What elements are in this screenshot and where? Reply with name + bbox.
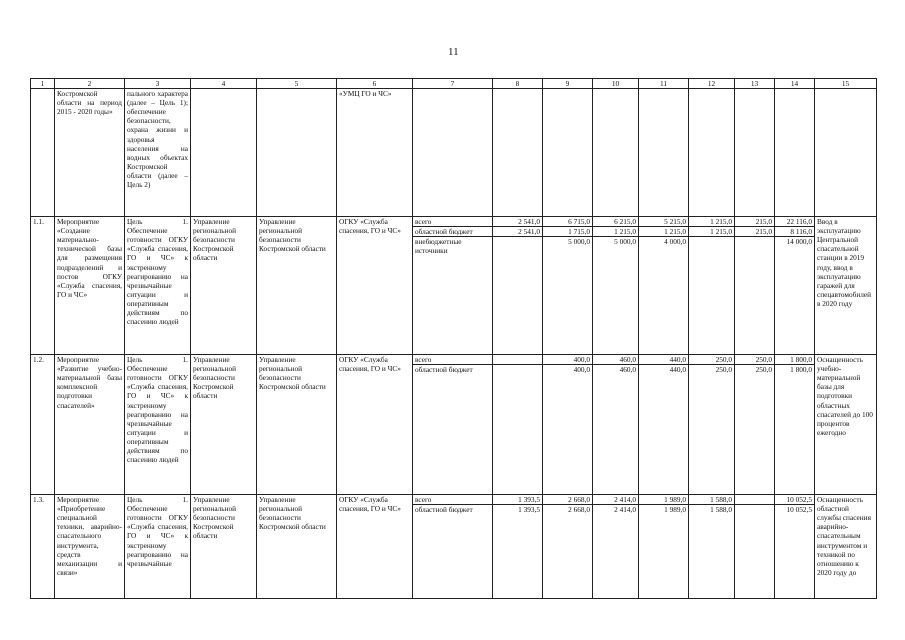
expected-result: Оснащенность учебно-материальной базы для подготовки областных спасателей до 100 процентов ежегодно (815, 355, 877, 495)
value-cell: 1 588,0 (689, 495, 734, 505)
value-cell: 4 000,0 (664, 237, 686, 247)
value-cell: 250,0 (755, 365, 772, 375)
funding-line: всего (413, 355, 492, 365)
value-cell: 6 715,0 (543, 217, 592, 227)
executor: ОГКУ «Служба спасения, ГО и ЧС» (337, 355, 413, 495)
funding-line: внебюджетные источники (415, 237, 462, 256)
value-cell: 2 541,0 (493, 217, 542, 227)
goal-text: Цель 1. Обеспечение готовности ОГКУ «Служба спасения, ГО и ЧС» к экстренному реагированию на чрезвычайные ситуации и оперативным действиям по спасению людей (125, 217, 191, 355)
measure-name: Мероприятие «Создание материально-технической базы для размещения подразделений и постов ОГКУ «Служба спасения, ГО и ЧС» (55, 217, 125, 355)
responsible: Управление региональной безопасности Костромской области (191, 217, 257, 355)
col-header: 5 (257, 79, 337, 89)
funding-line: областной бюджет (415, 365, 473, 375)
col-header: 1 (31, 79, 55, 89)
funding-line: областной бюджет (415, 505, 473, 515)
value-cell: 1 215,0 (689, 227, 734, 237)
value-cell: 1 393,5 (518, 505, 540, 515)
col-header: 4 (191, 79, 257, 89)
page-number: 11 (448, 46, 459, 58)
value-cell (735, 495, 774, 505)
measure-name: Мероприятие «Развитие учебно-материальной базы комплексной подготовки спасателей» (55, 355, 125, 495)
value-cell: 1 989,0 (639, 495, 688, 505)
responsible: Управление региональной безопасности Костромской области (191, 355, 257, 495)
value-cell: 5 000,0 (568, 237, 590, 247)
value-cell: 250,0 (735, 355, 774, 365)
expected-result: Ввод в эксплуатацию Центральной спасательной станции в 2019 году, ввод в эксплуатацию гаражей для спецавтомобилей в 2020 году (815, 217, 877, 355)
goal-text: Цель 1. Обеспечение готовности ОГКУ «Служба спасения, ГО и ЧС» к экстренному реагированию на чрезвычайные ситуации и оперативным действиям по спасению людей (125, 355, 191, 495)
value-cell: 400,0 (573, 365, 590, 375)
col-header: 12 (689, 79, 735, 89)
expected-result: Оснащенность областной службы спасения аварийно-спасательным инструментом и техникой по отношению к 2020 году до (815, 495, 877, 599)
value-cell: 1 800,0 (790, 365, 812, 375)
value-cell: 1 989,0 (664, 505, 686, 515)
table-row (31, 355, 877, 495)
value-cell: 1 215,0 (593, 227, 638, 237)
funding-source (413, 355, 493, 495)
col-header: 13 (735, 79, 775, 89)
value-cell: 1 215,0 (639, 227, 688, 237)
value-cell: 8 116,0 (775, 227, 814, 237)
value-cell: 440,0 (639, 355, 688, 365)
table-row (31, 89, 877, 217)
row-number: 1.3. (31, 495, 55, 599)
program-table (30, 78, 877, 599)
value-cell: 1 800,0 (775, 355, 814, 365)
funding-source (413, 495, 493, 599)
value-cell: 2 414,0 (593, 495, 638, 505)
funding-source (413, 217, 493, 355)
executor: «УМЦ ГО и ЧС» (337, 89, 413, 217)
col-header: 14 (775, 79, 815, 89)
value-cell: 10 052,5 (786, 505, 812, 515)
value-cell: 22 116,0 (775, 217, 814, 227)
col-header: 15 (815, 79, 877, 89)
value-cell: 5 215,0 (639, 217, 688, 227)
value-cell: 460,0 (593, 355, 638, 365)
executor: ОГКУ «Служба спасения, ГО и ЧС» (337, 217, 413, 355)
funding-line: всего (413, 217, 492, 227)
col-header: 6 (337, 79, 413, 89)
col-header: 2 (55, 79, 125, 89)
executor: ОГКУ «Служба спасения, ГО и ЧС» (337, 495, 413, 599)
value-cell: 215,0 (735, 217, 774, 227)
value-cell: 14 000,0 (786, 237, 812, 247)
value-cell: 1 588,0 (710, 505, 732, 515)
row-number: 1.1. (31, 217, 55, 355)
col-header: 3 (125, 79, 191, 89)
value-cell: 460,0 (619, 365, 636, 375)
value-cell: 2 541,0 (493, 227, 542, 237)
value-cell: 250,0 (689, 355, 734, 365)
col-header: 11 (639, 79, 689, 89)
col-header: 10 (593, 79, 639, 89)
value-cell: 215,0 (735, 227, 774, 237)
coexecutor: Управление региональной безопасности Костромской области (257, 217, 337, 355)
value-cell: 440,0 (669, 365, 686, 375)
measure-name: Мероприятие «Приобретение специальной техники, аварийно-спасательного инструмента, средств механизации и связи» (55, 495, 125, 599)
col-header: 7 (413, 79, 493, 89)
goal-text: Цель 1. Обеспечение готовности ОГКУ «Служба спасения, ГО и ЧС» к экстренному реагированию на чрезвычайные (125, 495, 191, 599)
table-row (31, 495, 877, 599)
value-cell: 1 393,5 (493, 495, 542, 505)
value-cell: 250,0 (715, 365, 732, 375)
value-cell: 2 414,0 (614, 505, 636, 515)
program-name: Костромской области на период 2015 - 2020 годы» (55, 89, 125, 217)
responsible: Управление региональной безопасности Костромской области (191, 495, 257, 599)
table-row (31, 217, 877, 355)
value-cell: 2 668,0 (543, 495, 592, 505)
value-cell: 1 215,0 (689, 217, 734, 227)
value-cell: 1 715,0 (543, 227, 592, 237)
coexecutor: Управление региональной безопасности Костромской области (257, 355, 337, 495)
funding-line: областной бюджет (413, 227, 492, 237)
coexecutor: Управление региональной безопасности Костромской области (257, 495, 337, 599)
col-header: 9 (543, 79, 593, 89)
value-cell: 2 668,0 (568, 505, 590, 515)
value-cell: 5 000,0 (614, 237, 636, 247)
row-number: 1.2. (31, 355, 55, 495)
value-cell: 10 052,5 (775, 495, 814, 505)
goal-text: пального характера (далее – Цель 1); обеспечение безопасности, охрана жизни и здоровья населения на водных объектах Костромской области (далее – Цель 2) (125, 89, 191, 217)
funding-line: всего (413, 495, 492, 505)
col-header: 8 (493, 79, 543, 89)
value-cell (493, 355, 542, 365)
header-row (31, 79, 877, 89)
value-cell: 6 215,0 (593, 217, 638, 227)
value-cell: 400,0 (543, 355, 592, 365)
